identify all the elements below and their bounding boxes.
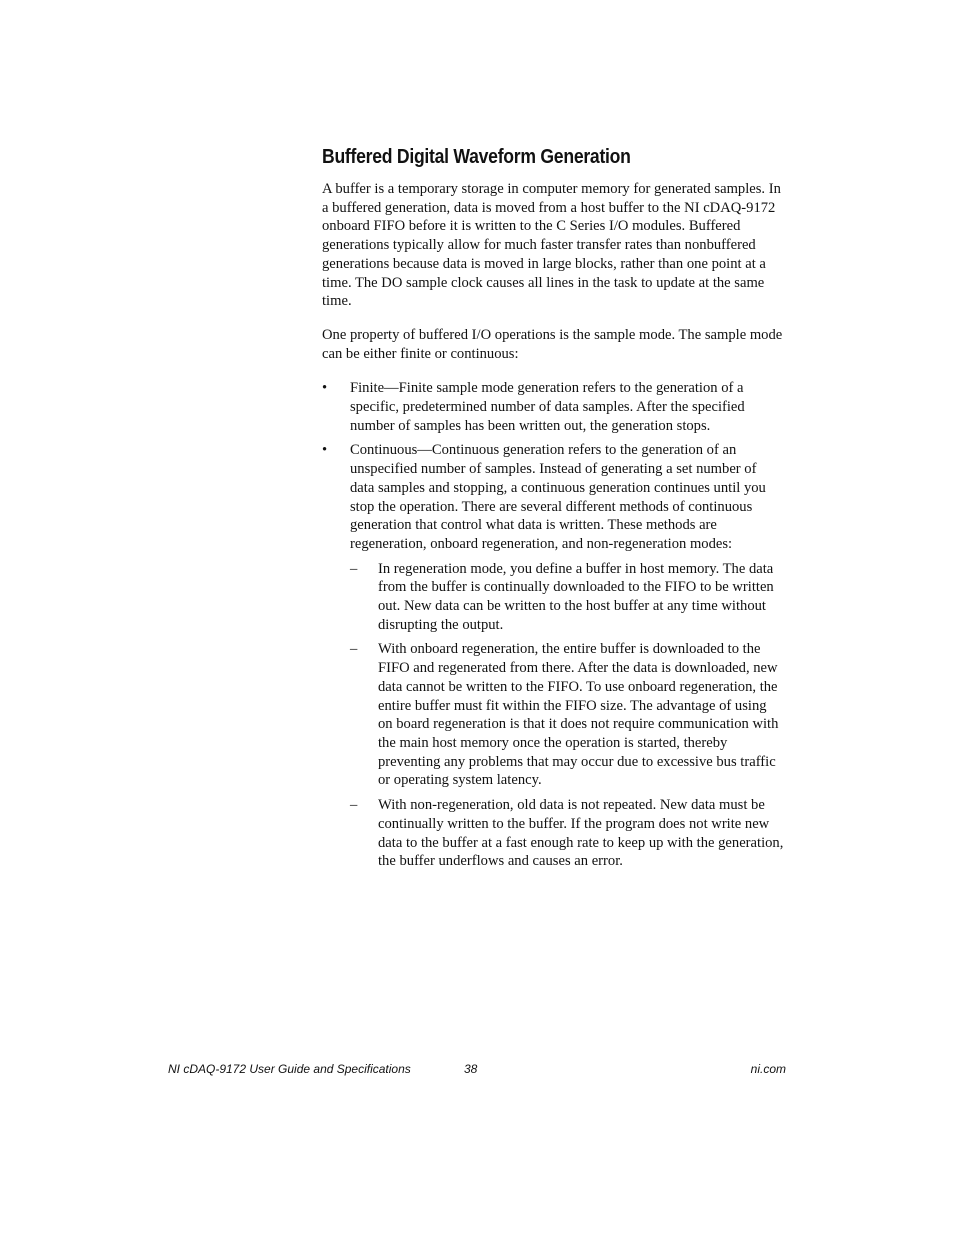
list-item-text: Continuous—Continuous generation refers to the generation of an unspecified number of samples. Instead of generating a set number of data samples and stopping, a continuous generation continues until you stop the operation. There are several different methods of continuous generation that control what data is written. These methods are regeneration, onboard regeneration, and non-regeneration modes: [350, 442, 766, 552]
section-heading: Buffered Digital Waveform Generation [322, 146, 631, 168]
paragraph-sample-mode: One property of buffered I/O operations is the sample mode. The sample mode can be either finite or continuous: [322, 327, 783, 363]
footer-page-number: 38 [464, 1062, 478, 1076]
dash-marker: – [350, 641, 358, 658]
list-item-finite [322, 379, 784, 435]
paragraph-buffer-definition: A buffer is a temporary storage in computer memory for generated samples. In a buffered generation, data is moved from a host buffer to the NI cDAQ-9172 onboard FIFO before it is written to the C Series I/O modules. Buffered generations typically allow for much faster transfer rates than nonbuffered generations because data is moved in large blocks, rather than one point at a time. The DO sample clock causes all lines in the task to update at the same time. [322, 181, 781, 310]
body-text [322, 180, 784, 877]
list-item-text: Finite—Finite sample mode generation refers to the generation of a specific, predetermined number of data samples. After the specified number of samples has been written out, the generation stops. [350, 380, 745, 434]
sample-mode-list [322, 379, 784, 871]
sub-item-onboard-regeneration [350, 640, 784, 790]
bullet-marker: • [322, 380, 328, 397]
sub-item-text: With onboard regeneration, the entire buffer is downloaded to the FIFO and regenerated from there. After the data is downloaded, new data cannot be written to the FIFO. To use onboard regeneration, the entire buffer must fit within the FIFO size. The advantage of using on board regeneration is that it does not require communication with the main host memory once the operation is started, thereby preventing any problems that may occur due to excessive bus traffic or operating system latency. [378, 641, 779, 789]
dash-marker: – [350, 560, 358, 577]
sub-item-regeneration [350, 560, 784, 635]
sub-item-text: In regeneration mode, you define a buffer in host memory. The data from the buffer is continually downloaded to the FIFO to be written out. New data can be written to the host buffer at any time without disrupting the output. [378, 560, 774, 633]
footer-document-title: NI cDAQ-9172 User Guide and Specifications [168, 1062, 411, 1076]
list-item-continuous [322, 441, 784, 870]
footer-website: ni.com [750, 1062, 786, 1076]
sub-item-text: With non-regeneration, old data is not repeated. New data must be continually written to the buffer. If the program does not write new data to the buffer at a fast enough rate to keep up with the generation, the buffer underflows and causes an error. [378, 797, 784, 870]
bullet-marker: • [322, 442, 328, 459]
dash-marker: – [350, 797, 358, 814]
regeneration-modes-list [350, 560, 784, 871]
sub-item-non-regeneration [350, 796, 784, 871]
